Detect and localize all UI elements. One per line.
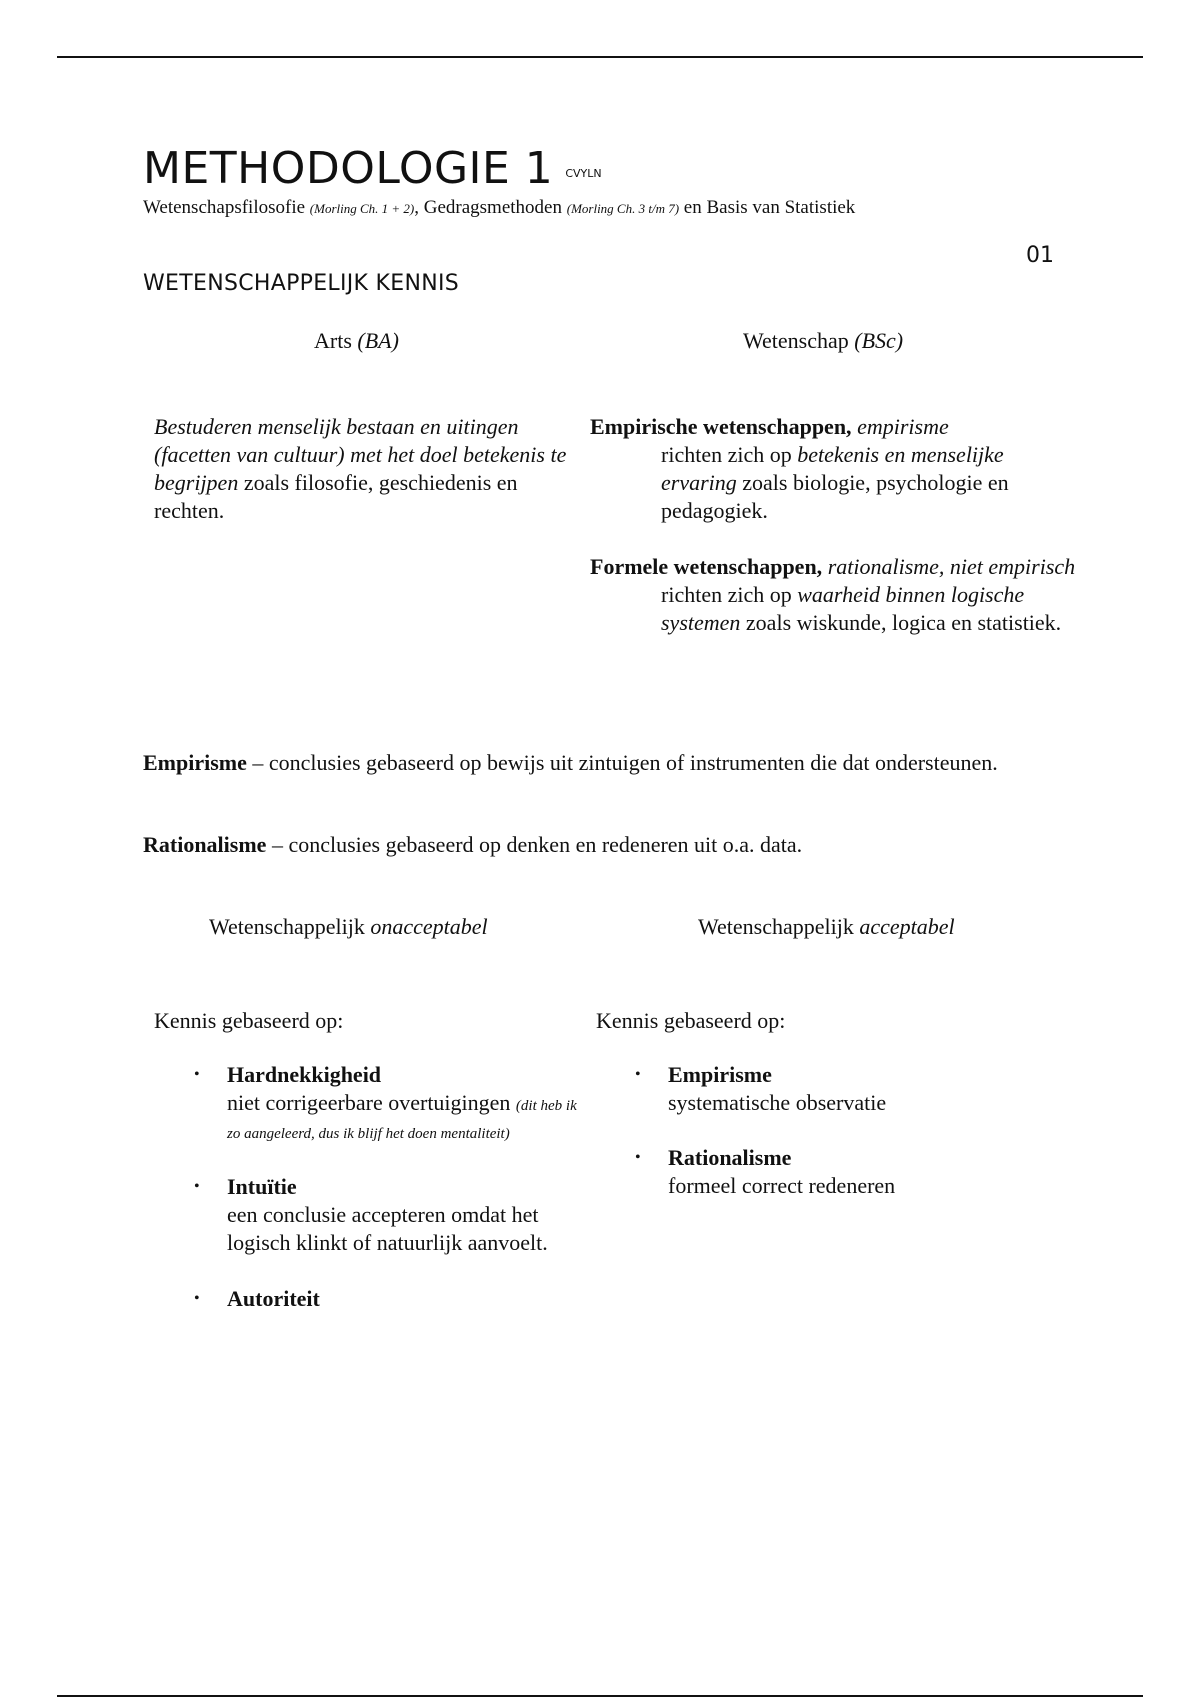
subtitle-part: en Basis van Statistiek — [679, 197, 856, 218]
onacceptabel-list — [194, 1061, 587, 1313]
list-item — [194, 1061, 587, 1145]
description-emphasis: Bestuderen menselijk bestaan en uitingen (facetten van cultuur) met het doel betekenis te begrijpen — [154, 414, 567, 495]
title-bold: Formele wetenschappen, — [590, 554, 823, 579]
arts-heading — [314, 328, 399, 354]
item-text: een conclusie accepteren omdat het logisch klinkt of natuurlijk aanvoelt. — [227, 1202, 548, 1255]
page-number: 01 — [1026, 243, 1054, 268]
item-text: niet corrigeerbare overtuigingen — [227, 1090, 516, 1115]
bullet-dot: • — [194, 1178, 200, 1195]
definition-text: – conclusies gebaseerd op denken en redeneren uit o.a. data. — [266, 832, 803, 857]
heading-text: Wetenschappelijk — [698, 914, 860, 939]
description-text: zoals filosofie, geschiedenis en rechten. — [154, 470, 518, 523]
body-text: zoals wiskunde, logica en statistiek. — [740, 610, 1062, 635]
item-title: Intuïtie — [227, 1174, 297, 1199]
bottom-rule — [57, 1695, 1143, 1697]
bullet-dot: • — [635, 1149, 641, 1166]
formele-title — [590, 553, 1080, 581]
onacceptabel-heading — [209, 914, 488, 940]
acceptabel-heading — [698, 914, 955, 940]
heading-emphasis: onacceptabel — [370, 914, 488, 939]
definition-rationalisme — [143, 831, 1043, 859]
item-title: Hardnekkigheid — [227, 1062, 382, 1087]
subtitle-reference: (Morling Ch. 3 t/m 7) — [566, 201, 680, 216]
title-bold: Empirische wetenschappen, — [590, 414, 852, 439]
empirische-wetenschappen-block — [590, 413, 1080, 525]
subtitle-reference: (Morling Ch. 1 + 2) — [309, 201, 415, 216]
body-emphasis: waarheid binnen logische systemen — [661, 582, 1025, 635]
onacceptabel-intro: Kennis gebaseerd op: — [154, 1008, 344, 1033]
list-item — [635, 1144, 1068, 1200]
item-title: Empirisme — [668, 1062, 772, 1087]
heading-emphasis: (BSc) — [854, 328, 904, 353]
acceptabel-intro: Kennis gebaseerd op: — [596, 1008, 786, 1033]
item-note: (dit heb ik zo aangeleerd, dus ik blijf het doen mentaliteit) — [227, 1098, 577, 1142]
section-title: WETENSCHAPPELIJK KENNIS — [143, 271, 460, 296]
body-emphasis: betekenis en menselijke ervaring — [661, 442, 1004, 495]
body-text: richten zich op — [661, 442, 798, 467]
bullet-dot: • — [635, 1066, 641, 1083]
heading-emphasis: acceptabel — [859, 914, 955, 939]
list-item — [635, 1061, 1068, 1117]
definition-empirisme — [143, 749, 1023, 777]
title-tag: CVYLN — [565, 167, 602, 180]
wetenschap-heading — [743, 328, 903, 354]
title-text: METHODOLOGIE 1 — [143, 143, 554, 194]
document-subtitle — [143, 195, 855, 222]
item-title: Rationalisme — [668, 1145, 792, 1170]
empirische-body — [590, 441, 1080, 525]
top-rule — [57, 56, 1143, 58]
acceptabel-list — [635, 1061, 1068, 1200]
bullet-dot: • — [194, 1066, 200, 1083]
definition-term: Rationalisme — [143, 832, 267, 857]
body-text: zoals biologie, psychologie en pedagogiek. — [661, 470, 1009, 523]
list-item — [194, 1285, 587, 1313]
body-text: richten zich op — [661, 582, 798, 607]
heading-text: Wetenschappelijk — [209, 914, 371, 939]
subtitle-part: Wetenschapsfilosofie — [143, 197, 310, 218]
title-emphasis: empirisme — [851, 414, 949, 439]
heading-text: Arts — [314, 328, 358, 353]
formele-body — [590, 581, 1080, 637]
definition-text: – conclusies gebaseerd op bewijs uit zintuigen of instrumenten die dat ondersteunen. — [246, 750, 998, 775]
item-text: systematische observatie — [668, 1090, 887, 1115]
item-text: formeel correct redeneren — [668, 1173, 896, 1198]
definition-term: Empirisme — [143, 750, 247, 775]
subtitle-part: , Gedragsmethoden — [414, 197, 567, 218]
formele-wetenschappen-block — [590, 553, 1080, 637]
document-title — [143, 143, 602, 200]
heading-text: Wetenschap — [743, 328, 855, 353]
bullet-dot: • — [194, 1290, 200, 1307]
arts-description — [154, 413, 574, 525]
empirische-title — [590, 413, 1080, 441]
item-title: Autoriteit — [227, 1286, 320, 1311]
heading-emphasis: (BA) — [357, 328, 399, 353]
title-emphasis: rationalisme, niet empirisch — [822, 554, 1076, 579]
list-item — [194, 1173, 587, 1257]
